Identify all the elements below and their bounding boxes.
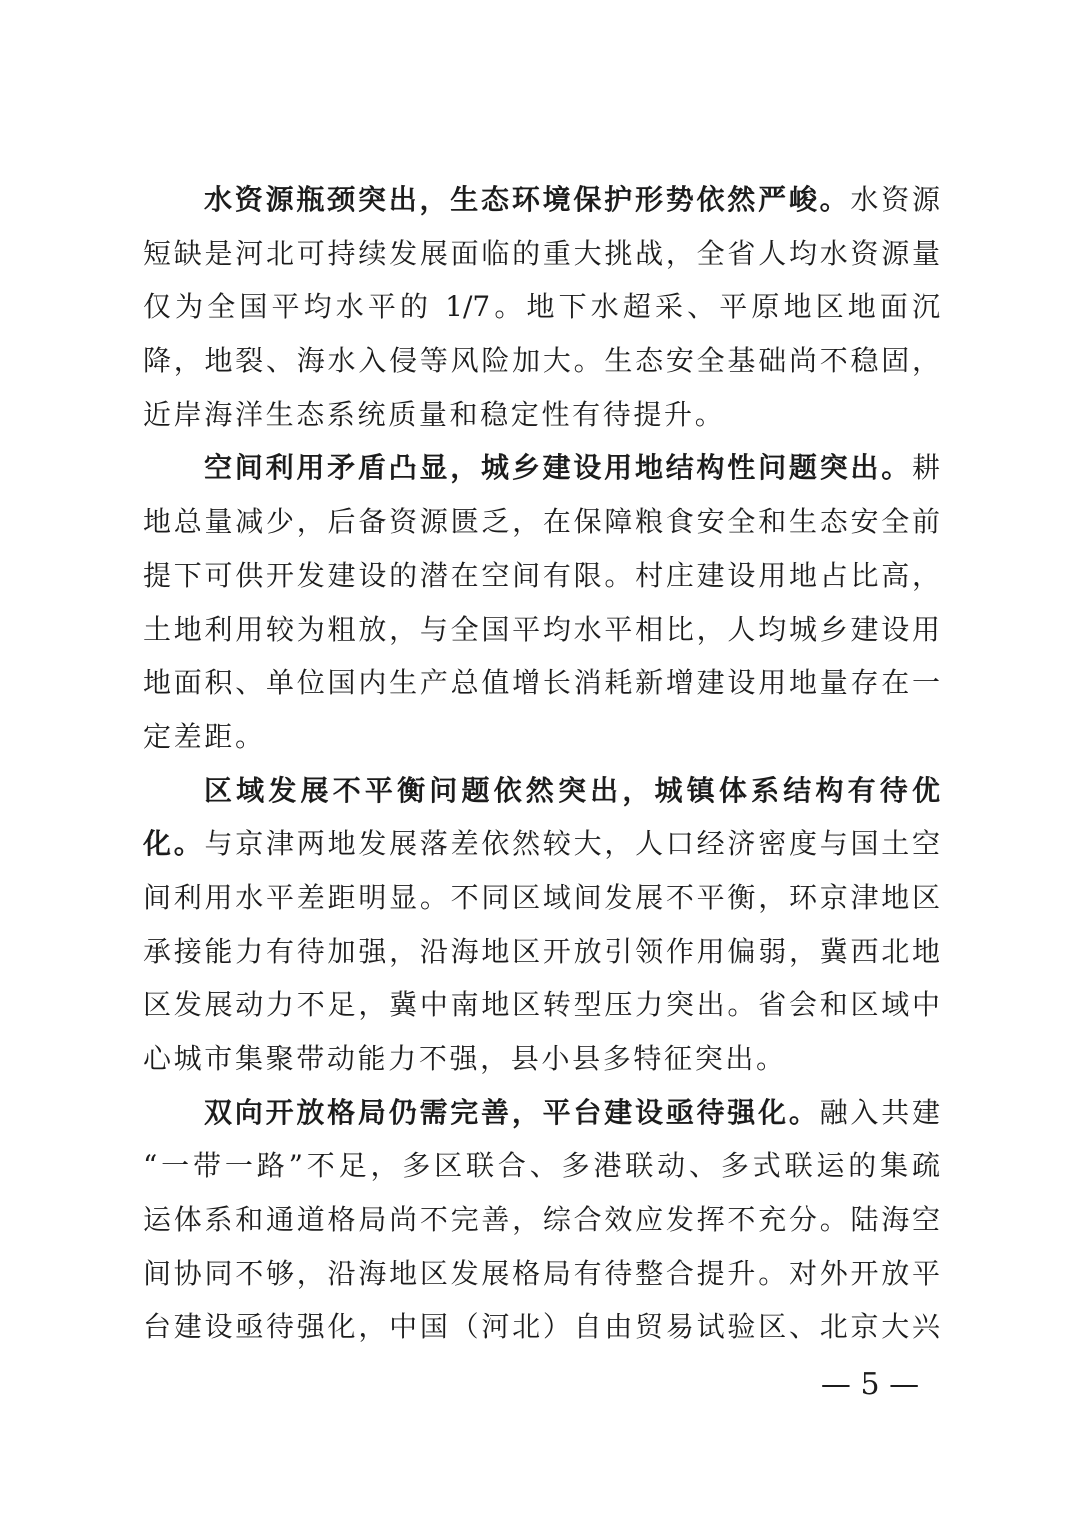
paragraph-regional-development — [143, 764, 940, 1086]
text-line — [143, 1247, 940, 1301]
text-line — [143, 710, 940, 764]
text-line — [143, 441, 940, 495]
text-line — [143, 656, 940, 710]
text-line — [143, 1300, 940, 1354]
body-text: 仅为全国平均水平的 1/7。地下水超采、平原地区地面沉 — [143, 290, 940, 324]
lead-sentence: 空间利用矛盾凸显，城乡建设用地结构性问题突出。 — [204, 451, 912, 485]
text-line — [143, 925, 940, 979]
text-line — [143, 227, 940, 281]
text-line — [143, 280, 940, 334]
body-text: 运体系和通道格局尚不完善，综合效应发挥不充分。陆海空 — [143, 1203, 940, 1237]
body-text: 融入共建 — [819, 1095, 940, 1129]
text-line — [143, 764, 940, 818]
text-line — [143, 978, 940, 1032]
text-line — [143, 549, 940, 603]
body-text: 定差距。 — [143, 719, 266, 753]
text-line — [143, 1086, 940, 1140]
body-text: 区发展动力不足，冀中南地区转型压力突出。省会和区域中 — [143, 988, 940, 1022]
body-text: 台建设亟待强化，中国（河北）自由贸易试验区、北京大兴 — [143, 1310, 940, 1344]
text-line — [143, 388, 940, 442]
paragraph-water-resources — [143, 173, 940, 441]
body-text: 短缺是河北可持续发展面临的重大挑战，全省人均水资源量 — [143, 236, 940, 270]
page-number: — 5 — — [820, 1367, 920, 1402]
text-line — [143, 603, 940, 657]
lead-sentence: 水资源瓶颈突出，生态环境保护形势依然严峻。 — [204, 183, 851, 216]
lead-sentence: 区域发展不平衡问题依然突出，城镇体系结构有待优 — [204, 773, 940, 807]
body-text: 间利用水平差距明显。不同区域间发展不平衡，环京津地区 — [143, 880, 940, 914]
body-text: 承接能力有待加强，沿海地区开放引领作用偏弱，冀西北地 — [143, 934, 940, 968]
body-text: 耕 — [911, 451, 940, 485]
text-line — [143, 173, 940, 227]
text-line — [143, 334, 940, 388]
body-text: 地总量减少，后备资源匮乏，在保障粮食安全和生态安全前 — [143, 505, 940, 539]
body-text: “一带一路”不足，多区联合、多港联动、多式联运的集疏 — [143, 1149, 940, 1183]
body-text: 间协同不够，沿海地区发展格局有待整合提升。对外开放平 — [143, 1256, 940, 1290]
text-line — [143, 817, 940, 871]
text-line — [143, 1139, 940, 1193]
body-text-block — [143, 173, 940, 1354]
paragraph-opening-up — [143, 1086, 940, 1354]
body-text: 心城市集聚带动能力不强，县小县多特征突出。 — [143, 1042, 787, 1075]
body-text: 提下可供开发建设的潜在空间有限。村庄建设用地占比高， — [143, 558, 940, 592]
text-line — [143, 1032, 940, 1086]
text-line — [143, 1193, 940, 1247]
body-text: 地面积、单位国内生产总值增长消耗新增建设用地量存在一 — [143, 666, 940, 700]
body-text: 水资源 — [850, 183, 940, 216]
paragraph-spatial-use — [143, 441, 940, 763]
lead-sentence: 化。 — [143, 827, 205, 861]
body-text: 降，地裂、海水入侵等风险加大。生态安全基础尚不稳固， — [143, 344, 940, 378]
body-text: 与京津两地发展落差依然较大，人口经济密度与国土空 — [204, 827, 940, 861]
body-text: 土地利用较为粗放，与全国平均水平相比，人均城乡建设用 — [143, 612, 940, 646]
lead-sentence: 双向开放格局仍需完善，平台建设亟待强化。 — [204, 1095, 820, 1129]
text-line — [143, 495, 940, 549]
body-text: 近岸海洋生态系统质量和稳定性有待提升。 — [143, 397, 726, 431]
text-line — [143, 871, 940, 925]
